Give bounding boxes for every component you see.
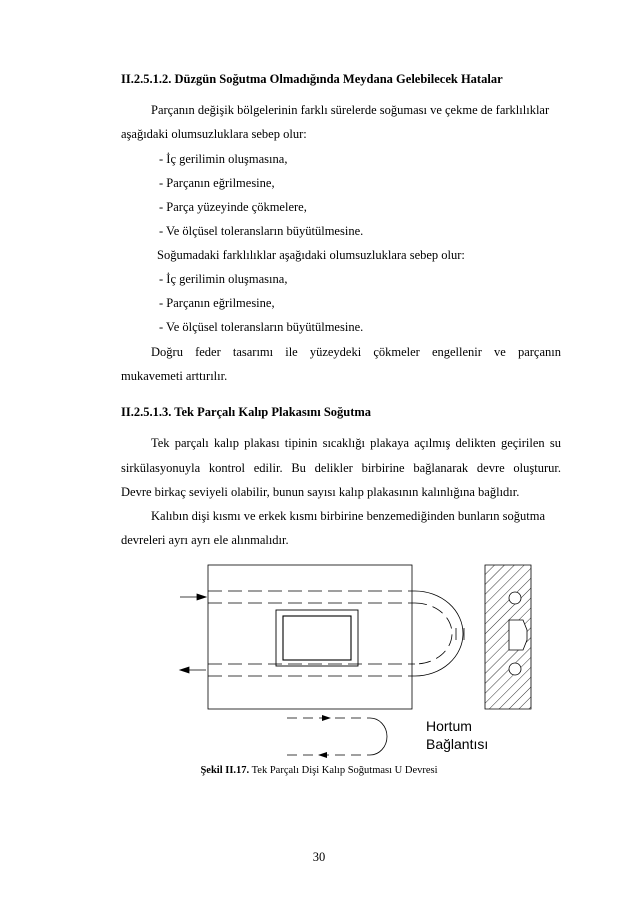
word: kalıp: [213, 436, 239, 450]
word: su: [549, 436, 561, 450]
upper-cooling-channel: [208, 591, 415, 603]
hose-connection-symbol: [287, 718, 387, 755]
cavity-outer: [276, 610, 358, 666]
word: plakası: [244, 436, 280, 450]
word: sirkülasyonuyla: [121, 461, 201, 475]
paragraph-line: aşağıdaki olumsuzluklara sebep olur:: [121, 127, 307, 141]
section-view: [485, 565, 531, 709]
word: geçirilen: [500, 436, 545, 450]
word: engellenir: [431, 345, 482, 359]
paragraph-line: devreleri ayrı ayrı ele alınmalıdır.: [121, 533, 289, 547]
word: delikler: [314, 461, 353, 475]
inlet-arrow: [180, 594, 206, 600]
word: plakaya: [370, 436, 410, 450]
paragraph-line: Parçanın değişik bölgelerinin farklı sürelerde soğuması ve çekme de farklılıklar: [151, 103, 550, 117]
section-heading-uneven-cooling: II.2.5.1.2. Düzgün Soğutma Olmadığında Meydana Gelebilecek Hatalar: [121, 72, 503, 86]
page-number: 30: [312, 850, 326, 864]
word: birbirine: [361, 461, 405, 475]
flow-arrow-left: [318, 752, 327, 758]
outlet-arrow: [180, 667, 206, 673]
word: ve: [494, 345, 506, 359]
word: tipinin: [284, 436, 318, 450]
list-item: - Ve ölçüsel toleransların büyütülmesine.: [159, 320, 364, 334]
word: oluşturur.: [513, 461, 561, 475]
word: parçalı: [174, 436, 209, 450]
word: devre: [476, 461, 505, 475]
word: Tek: [151, 436, 170, 450]
word: Doğru: [151, 345, 183, 359]
u-hose-loop: [415, 591, 464, 676]
paragraph-line: Kalıbın dişi kısmı ve erkek kısmı birbirine benzemediğinden bunların soğutma: [151, 509, 546, 523]
list-item: - İç gerilimin oluşmasına,: [159, 152, 288, 166]
word: edilir.: [253, 461, 283, 475]
word: tasarımı: [232, 345, 274, 359]
paragraph-line: mukavemeti arttırılır.: [121, 369, 228, 383]
flow-arrow-right: [322, 715, 331, 721]
paragraph-line: Devre birkaç seviyeli olabilir, bunun sayısı kalıp plakasının kalınlığına bağlıdır.: [121, 485, 520, 499]
mould-plate-outline: [208, 565, 412, 709]
figure-title: Tek Parçalı Dişi Kalıp Soğutması U Devresi: [249, 765, 438, 776]
word: sıcaklığı: [322, 436, 365, 450]
word: delikten: [455, 436, 496, 450]
word: yüzeydeki: [309, 345, 362, 359]
list-item: - Parçanın eğrilmesine,: [159, 296, 275, 310]
paragraph-line: Soğumadaki farklılıklar aşağıdaki olumsuzluklara sebep olur:: [157, 248, 465, 262]
list-item: - Parça yüzeyinde çökmelere,: [159, 200, 307, 214]
word: açılmış: [414, 436, 451, 450]
figure-caption: [0, 765, 638, 776]
list-item: - Ve ölçüsel toleransların büyütülmesine.: [159, 224, 364, 238]
section-heading-single-plate-cooling: II.2.5.1.3. Tek Parçalı Kalıp Plakasını Soğutma: [121, 405, 372, 419]
list-item: - Parçanın eğrilmesine,: [159, 176, 275, 190]
cavity-inner: [283, 616, 351, 660]
word: feder: [195, 345, 221, 359]
word: kontrol: [208, 461, 246, 475]
word: çökmeler: [373, 345, 420, 359]
hose-label-line2: Bağlantısı: [426, 736, 489, 752]
hose-label-line1: Hortum: [426, 718, 472, 734]
figure-number: Şekil II.17.: [200, 765, 250, 776]
word: Bu: [291, 461, 306, 475]
list-item: - İç gerilimin oluşmasına,: [159, 272, 288, 286]
word: parçanın: [517, 345, 561, 359]
word: bağlanarak: [413, 461, 469, 475]
word: ile: [285, 345, 298, 359]
